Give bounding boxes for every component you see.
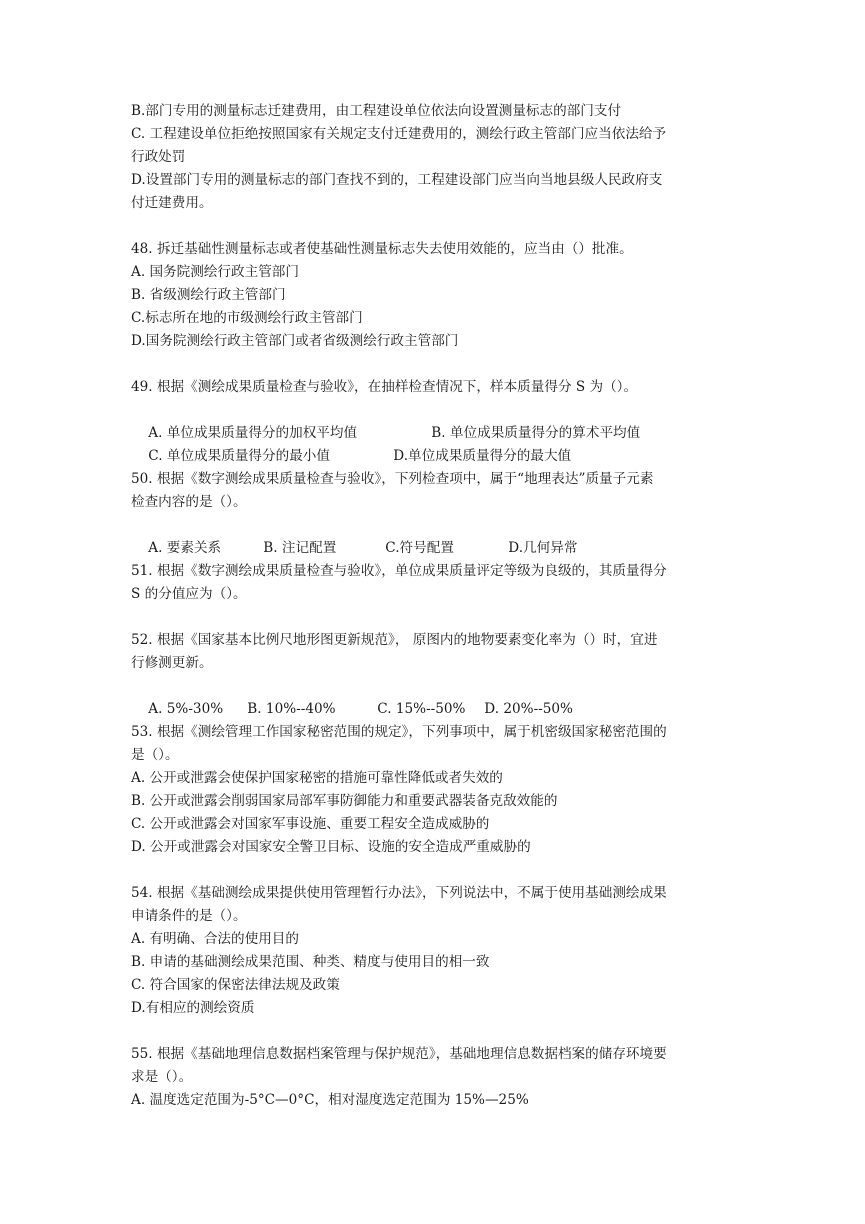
q49-option-c: C. 单位成果质量得分的最小值 <box>148 448 330 464</box>
q52-option-d: D. 20%--50% <box>484 701 573 717</box>
spacer <box>131 606 741 629</box>
q52-stem-line2: 行修测更新。 <box>131 655 213 671</box>
q49-option-b: B. 单位成果质量得分的算术平均值 <box>431 425 641 441</box>
q50-option-c: C.符号配置 <box>385 540 454 556</box>
q47-option-c-line2: 行政处罚 <box>131 149 186 165</box>
q53-stem-line2: 是（）。 <box>131 747 179 763</box>
q49-option-d: D.单位成果质量得分的最大值 <box>393 448 572 464</box>
q47-option-d-line2: 付迁建费用。 <box>131 195 213 211</box>
q54-option-c: C. 符合国家的保密法律法规及政策 <box>131 977 340 993</box>
spacer <box>131 353 741 376</box>
spacer <box>131 859 741 882</box>
q50-stem-line2: 检查内容的是（）。 <box>131 494 247 510</box>
q49-stem: 49. 根据《测绘成果质量检查与验收》，在抽样检查情况下，样本质量得分 S 为（）。 <box>131 379 638 395</box>
q52-options-row <box>131 675 741 717</box>
q48-option-d: D.国务院测绘行政主管部门或者省级测绘行政主管部门 <box>131 333 459 349</box>
q50-option-a: A. 要素关系 <box>148 540 222 556</box>
q55-option-a: A. 温度选定范围为-5°C—0°C，相对湿度选定范围为 15%—25% <box>131 1092 529 1108</box>
q52-option-a: A. 5%-30% <box>148 701 224 717</box>
q54-stem-line1: 54. 根据《基础测绘成果提供使用管理暂行办法》，下列说法中，不属于使用基础测绘成果 <box>131 885 667 901</box>
q51-stem-line2: S 的分值应为（）。 <box>131 586 247 602</box>
spacer <box>131 215 741 238</box>
q48-option-c: C.标志所在地的市级测绘行政主管部门 <box>131 310 363 326</box>
q53-option-b: B. 公开或泄露会削弱国家局部军事防御能力和重要武器装备克敌效能的 <box>131 793 558 809</box>
q47-option-c-line1: C. 工程建设单位拒绝按照国家有关规定支付迁建费用的，测绘行政主管部门应当依法给予 <box>131 126 667 142</box>
q48-option-a: A. 国务院测绘行政主管部门 <box>131 264 299 280</box>
q55-stem-line1: 55. 根据《基础地理信息数据档案管理与保护规范》，基础地理信息数据档案的储存环境要 <box>131 1046 667 1062</box>
q47-option-b: B.部门专用的测量标志迁建费用，由工程建设单位依法向设置测量标志的部门支付 <box>131 103 622 119</box>
q52-stem-line1: 52. 根据《国家基本比例尺地形图更新规范》， 原图内的地物要素变化率为（）时，宜进 <box>131 632 658 648</box>
q52-option-b: B. 10%--40% <box>247 701 336 717</box>
q55-stem-line2: 求是（）。 <box>131 1069 193 1085</box>
q52-option-c: C. 15%--50% <box>377 701 466 717</box>
q51-stem-line1: 51. 根据《数字测绘成果质量检查与验收》，单位成果质量评定等级为良级的，其质量得分 <box>131 563 667 579</box>
q54-option-b: B. 申请的基础测绘成果范围、种类、精度与使用目的相一致 <box>131 954 490 970</box>
q53-option-c: C. 公开或泄露会对国家军事设施、重要工程安全造成威胁的 <box>131 816 490 832</box>
q50-options-row <box>131 514 741 556</box>
q49-option-a: A. 单位成果质量得分的加权平均值 <box>148 425 358 441</box>
document-page <box>131 100 741 1112</box>
q54-option-d: D.有相应的测绘资质 <box>131 1000 255 1016</box>
q53-stem-line1: 53. 根据《测绘管理工作国家秘密范围的规定》，下列事项中，属于机密级国家秘密范围的 <box>131 724 667 740</box>
q50-stem-line1: 50. 根据《数字测绘成果质量检查与验收》，下列检查项中，属于“地理表达”质量子元素 <box>131 471 654 487</box>
spacer <box>131 1020 741 1043</box>
q50-option-b: B. 注记配置 <box>263 540 337 556</box>
q53-option-a: A. 公开或泄露会使保护国家秘密的措施可靠性降低或者失效的 <box>131 770 503 786</box>
q49-options-row1 <box>131 399 741 441</box>
q50-option-d: D.几何异常 <box>508 540 578 556</box>
q53-option-d: D. 公开或泄露会对国家安全警卫目标、设施的安全造成严重威胁的 <box>131 839 531 855</box>
q47-option-d-line1: D.设置部门专用的测量标志的部门查找不到的，工程建设部门应当向当地县级人民政府支 <box>131 172 663 188</box>
q54-stem-line2: 申请条件的是（）。 <box>131 908 247 924</box>
q48-option-b: B. 省级测绘行政主管部门 <box>131 287 286 303</box>
q54-option-a: A. 有明确、合法的使用目的 <box>131 931 299 947</box>
q48-stem: 48. 拆迁基础性测量标志或者使基础性测量标志失去使用效能的，应当由（）批准。 <box>131 241 633 257</box>
